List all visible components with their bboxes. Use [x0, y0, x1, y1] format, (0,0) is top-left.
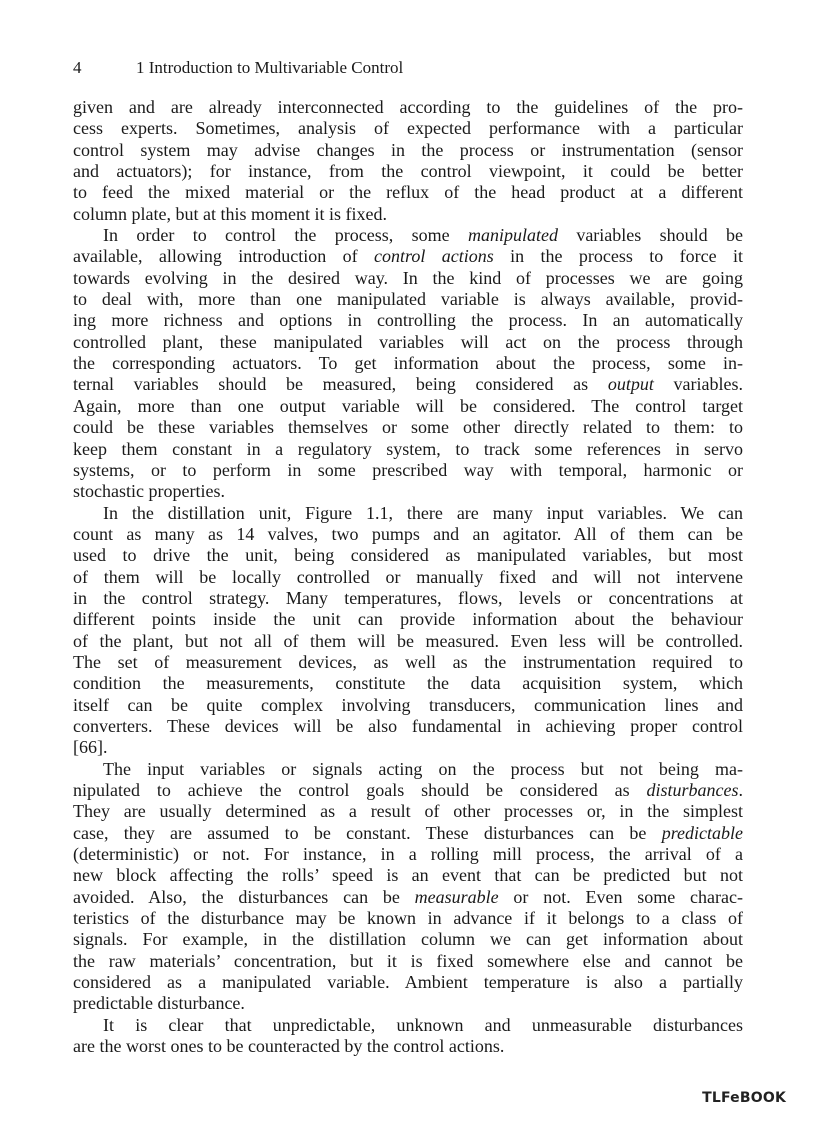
text-run: predictable disturbance.	[73, 993, 245, 1014]
text-run: column plate, but at this moment it is fixed.	[73, 203, 387, 224]
page-number: 4	[73, 58, 82, 77]
text-line	[73, 182, 743, 203]
text-run: different points inside the unit can provide information about the behaviour	[73, 609, 743, 630]
text-run: towards evolving in the desired way. In the kind of processes we are going	[73, 267, 743, 288]
emphasized-term: measurable	[414, 886, 499, 907]
text-run: variables.	[653, 374, 744, 395]
text-run: nipulated to achieve the control goals should be considered as	[73, 780, 647, 800]
emphasized-term: manipulated	[467, 225, 558, 246]
text-run: [66].	[73, 737, 108, 758]
text-run: of them will be locally controlled or manually fixed and will not intervene	[73, 566, 743, 587]
text-line	[73, 97, 743, 118]
paragraph	[73, 503, 743, 759]
text-line	[73, 567, 743, 588]
text-line	[73, 588, 743, 609]
text-line	[73, 652, 743, 673]
text-line	[73, 460, 743, 481]
text-run: available, allowing introduction of	[73, 246, 374, 267]
text-line	[73, 801, 743, 822]
text-line	[73, 118, 743, 139]
text-line	[73, 716, 743, 737]
text-line	[73, 1036, 743, 1057]
text-run: condition the measurements, constitute the data acquisition system, which	[73, 673, 743, 694]
body-text	[73, 97, 743, 1057]
text-run: ing more richness and options in controlling the process. In an automatically	[73, 310, 743, 331]
text-run: keep them constant in a regulatory system, to track some references in servo	[73, 438, 743, 459]
text-line	[73, 823, 743, 844]
text-run: The set of measurement devices, as well as the instrumentation required to	[73, 651, 743, 672]
paragraph	[73, 759, 743, 1015]
text-line	[73, 929, 743, 950]
text-line	[73, 780, 743, 801]
text-run: cess experts. Sometimes, analysis of expected performance with a particular	[73, 118, 743, 139]
text-line	[73, 396, 743, 417]
text-line	[73, 993, 743, 1014]
paragraph	[73, 97, 743, 225]
text-run: The input variables or signals acting on the process but not being ma-	[103, 758, 743, 779]
text-line	[73, 759, 743, 780]
text-run: case, they are assumed to be constant. These disturbances can be	[73, 822, 662, 843]
text-line	[73, 225, 743, 246]
text-line	[73, 204, 743, 225]
text-run: given and are already interconnected according to the guidelines of the pro-	[73, 97, 743, 117]
text-line	[73, 481, 743, 502]
emphasized-term: control actions	[374, 246, 494, 267]
text-line	[73, 972, 743, 993]
text-line	[73, 353, 743, 374]
emphasized-term: output	[607, 374, 654, 395]
text-line	[73, 268, 743, 289]
text-run: the corresponding actuators. To get information about the process, some in-	[73, 353, 743, 374]
text-line	[73, 631, 743, 652]
text-run: stochastic properties.	[73, 481, 225, 502]
paragraph	[73, 225, 743, 502]
text-line	[73, 908, 743, 929]
text-line	[73, 161, 743, 182]
text-line	[73, 545, 743, 566]
text-run: signals. For example, in the distillation column we can get information about	[73, 929, 743, 950]
text-line	[73, 609, 743, 630]
text-line	[73, 310, 743, 331]
text-run: new block affecting the rolls’ speed is an event that can be predicted but not	[73, 865, 743, 886]
text-run: controlled plant, these manipulated variables will act on the process through	[73, 331, 743, 352]
text-run: .	[738, 780, 743, 800]
text-run: teristics of the disturbance may be known in advance if it belongs to a class of	[73, 908, 743, 929]
text-line	[73, 865, 743, 886]
text-run: systems, or to perform in some prescribed way with temporal, harmonic or	[73, 459, 743, 480]
text-run: used to drive the unit, being considered as manipulated variables, but most	[73, 545, 743, 566]
text-run: In order to control the process, some	[103, 225, 468, 246]
running-title: 1 Introduction to Multivariable Control	[136, 58, 404, 77]
text-line	[73, 673, 743, 694]
text-line	[73, 374, 743, 395]
emphasized-term: disturbances	[646, 780, 739, 800]
paragraph	[73, 1015, 743, 1058]
text-run: in the control strategy. Many temperatures, flows, levels or concentrations at	[73, 587, 743, 608]
text-run: ternal variables should be measured, being considered as	[73, 374, 608, 395]
text-run: considered as a manipulated variable. Ambient temperature is also a partially	[73, 972, 743, 993]
text-run: in the process to force it	[493, 246, 743, 267]
text-line	[73, 695, 743, 716]
text-line	[73, 951, 743, 972]
text-run: In the distillation unit, Figure 1.1, there are many input variables. We can	[103, 502, 743, 523]
text-run: converters. These devices will be also fundamental in achieving proper control	[73, 715, 743, 736]
text-line	[73, 332, 743, 353]
emphasized-term: predictable	[661, 822, 743, 843]
text-run: control system may advise changes in the process or instrumentation (sensor	[73, 139, 743, 160]
text-line	[73, 140, 743, 161]
text-line	[73, 887, 743, 908]
text-line	[73, 417, 743, 438]
text-run: It is clear that unpredictable, unknown and unmeasurable disturbances	[103, 1014, 743, 1035]
text-line	[73, 844, 743, 865]
text-run: count as many as 14 valves, two pumps and an agitator. All of them can be	[73, 523, 743, 544]
text-run: variables should be	[557, 225, 743, 246]
watermark-logo: TLFeBOOK	[702, 1090, 786, 1106]
text-run: to feed the mixed material or the reflux of the head product at a different	[73, 182, 743, 203]
text-run: Again, more than one output variable will be considered. The control target	[73, 395, 743, 416]
text-line	[73, 737, 743, 758]
text-run: of the plant, but not all of them will be measured. Even less will be controlled.	[73, 630, 743, 651]
text-line	[73, 1015, 743, 1036]
text-run: are the worst ones to be counteracted by the control actions.	[73, 1036, 505, 1057]
text-run: could be these variables themselves or some other directly related to them: to	[73, 417, 743, 438]
text-run: to deal with, more than one manipulated variable is always available, provid-	[73, 289, 743, 310]
text-run: or not. Even some charac-	[498, 886, 743, 907]
text-line	[73, 246, 743, 267]
text-run: the raw materials’ concentration, but it is fixed somewhere else and cannot be	[73, 950, 743, 971]
text-run: (deterministic) or not. For instance, in a rolling mill process, the arrival of a	[73, 844, 743, 865]
text-run: itself can be quite complex involving transducers, communication lines and	[73, 694, 743, 715]
text-line	[73, 289, 743, 310]
text-run: They are usually determined as a result of other processes or, in the simplest	[73, 801, 743, 822]
text-line	[73, 439, 743, 460]
text-run: avoided. Also, the disturbances can be	[73, 886, 415, 907]
text-line	[73, 524, 743, 545]
text-line	[73, 503, 743, 524]
text-run: and actuators); for instance, from the control viewpoint, it could be better	[73, 161, 743, 182]
